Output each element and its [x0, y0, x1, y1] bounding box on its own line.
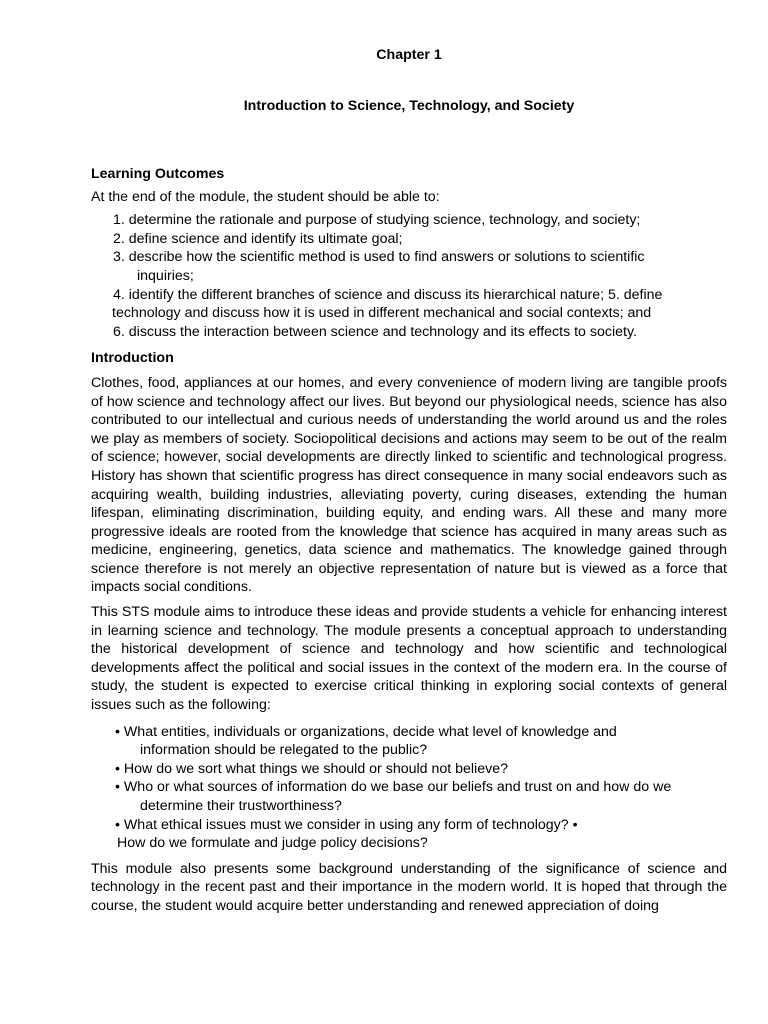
- learning-outcomes-lead: At the end of the module, the student should be able to:: [91, 188, 440, 205]
- introduction-heading: Introduction: [91, 350, 174, 367]
- issue-line: • How do we sort what things we should or should not believe?: [115, 760, 508, 777]
- issue-line: information should be relegated to the public?: [140, 742, 428, 759]
- document-title: Introduction to Science, Technology, and Society: [243, 98, 575, 114]
- outcome-line: 6. discuss the interaction between science and technology and its effects to society.: [113, 323, 637, 340]
- issues-list: [91, 723, 727, 853]
- learning-outcomes-heading: Learning Outcomes: [91, 166, 225, 182]
- issue-line: • Who or what sources of information do we base our beliefs and trust on and how do we: [115, 779, 672, 796]
- introduction-paragraph: This module also presents some background understanding of the significance of science and technology in the recent past and their importance in the modern world. It is hoped that through the course, the student would acquire better understanding and renewed appreciation of doing: [91, 860, 727, 914]
- outcome-line: inquiries;: [137, 267, 194, 284]
- outcome-line: technology and discuss how it is used in different mechanical and social contexts; and: [112, 305, 652, 322]
- introduction-paragraph: Clothes, food, appliances at our homes, and every convenience of modern living are tangible proofs of how science and technology affect our lives. But beyond our physiological needs, science has also contributed to our intellectual and curious needs of understanding the world around us and the roles we play as members of society. Sociopolitical decisions and actions may seem to be out of the realm of science; however, social developments are directly linked to scientific and technological progress. History has shown that scientific progress has direct consequence in many social endeavors such as acquiring wealth, building industries, alleviating poverty, curing diseases, extending the human lifespan, eliminating discrimination, building equity, and ending wars. All these and many more progressive ideals are rooted from the knowledge that science has acquired in many areas such as medicine, engineering, genetics, data science and mathematics. The knowledge gained through science therefore is not merely an objective representation of nature but is viewed as a force that impacts social conditions.: [91, 374, 727, 596]
- introduction-paragraph: This STS module aims to introduce these ideas and provide students a vehicle for enhancing interest in learning science and technology. The module presents a conceptual approach to understanding the historical development of science and technology and how scientific and technological developments affect the political and social issues in the context of the modern era. In the course of study, the student is expected to exercise critical thinking in exploring social contexts of general issues such as the following:: [91, 604, 727, 714]
- issue-line: How do we formulate and judge policy decisions?: [117, 835, 428, 852]
- issue-line: • What ethical issues must we consider in using any form of technology? •: [115, 816, 578, 833]
- document-body: [91, 165, 727, 922]
- chapter-label: Chapter 1: [376, 47, 442, 63]
- outcome-line: 2. define science and identify its ultimate goal;: [113, 230, 403, 247]
- outcome-line: 1. determine the rationale and purpose of studying science, technology, and society;: [113, 212, 641, 229]
- outcome-line: 4. identify the different branches of science and discuss its hierarchical nature; 5. define: [113, 286, 663, 303]
- issue-line: • What entities, individuals or organizations, decide what level of knowledge and: [115, 723, 617, 740]
- learning-outcomes-list: [91, 211, 727, 341]
- issue-line: determine their trustworthiness?: [140, 798, 342, 814]
- outcome-line: 3. describe how the scientific method is used to find answers or solutions to scientific: [113, 249, 645, 266]
